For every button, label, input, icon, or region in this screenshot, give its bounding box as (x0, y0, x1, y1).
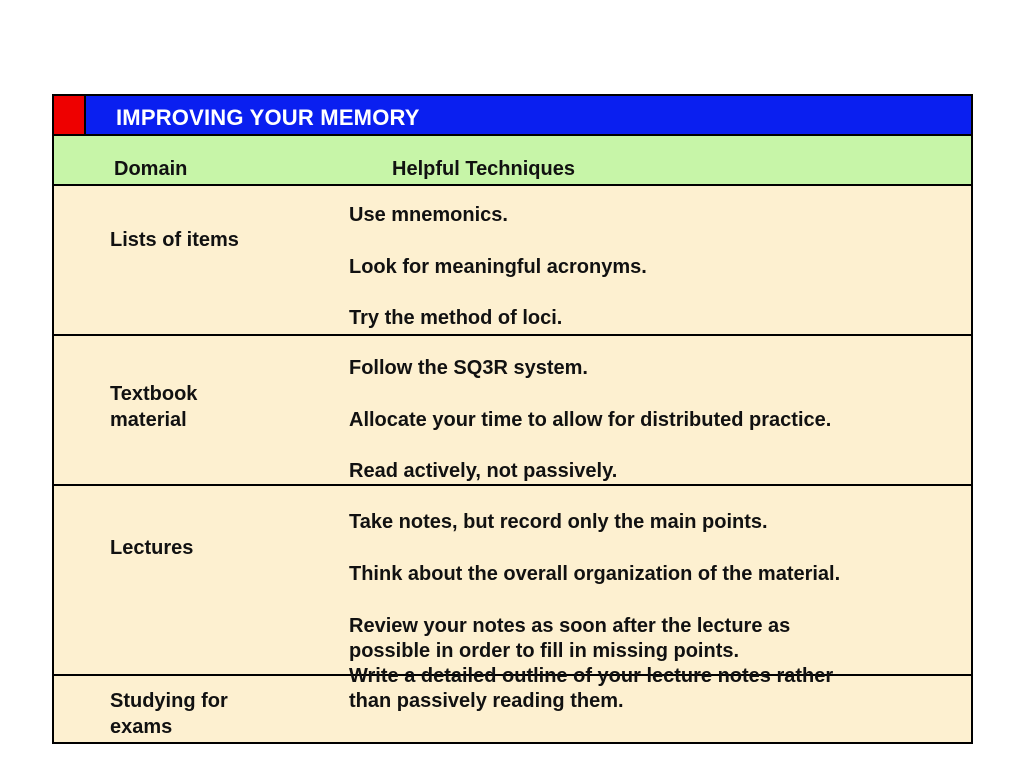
techniques-table (52, 136, 973, 744)
row-4-technique-1-line-1: Write a detailed outline of your lecture notes rather (349, 665, 834, 687)
title-bar (86, 94, 973, 136)
row-4-technique-1-line-2: than passively reading them. (349, 690, 624, 712)
row-1-technique-2: Look for meaningful acronyms. (349, 256, 647, 278)
row-2-technique-1: Follow the SQ3R system. (349, 357, 588, 379)
row-4-domain-line-1: Studying for (110, 690, 228, 712)
row-2-domain-line-2: material (110, 409, 187, 431)
row-1-technique-3: Try the method of loci. (349, 307, 563, 329)
row-2-domain-line-1: Textbook (110, 383, 198, 405)
row-2-technique-2: Allocate your time to allow for distributed practice. (349, 409, 832, 431)
row-1-technique-1: Use mnemonics. (349, 204, 508, 226)
row-3-technique-3-line-1: Review your notes as soon after the lecture as (349, 615, 791, 637)
row-2-technique-3: Read actively, not passively. (349, 460, 618, 482)
row-divider (54, 334, 971, 336)
row-3-technique-2: Think about the overall organization of the material. (349, 563, 841, 585)
accent-square (52, 94, 86, 136)
row-3-technique-1: Take notes, but record only the main points. (349, 511, 768, 533)
row-4-domain-line-2: exams (110, 716, 173, 738)
row-3-domain: Lectures (110, 537, 194, 559)
row-3-technique-3-line-2: possible in order to fill in missing points. (349, 640, 740, 662)
slide-title: IMPROVING YOUR MEMORY (116, 105, 420, 130)
row-1-domain: Lists of items (110, 229, 239, 251)
table-header (54, 136, 971, 186)
header-domain: Domain (114, 158, 188, 180)
row-divider (54, 484, 971, 486)
header-techniques: Helpful Techniques (392, 158, 575, 180)
